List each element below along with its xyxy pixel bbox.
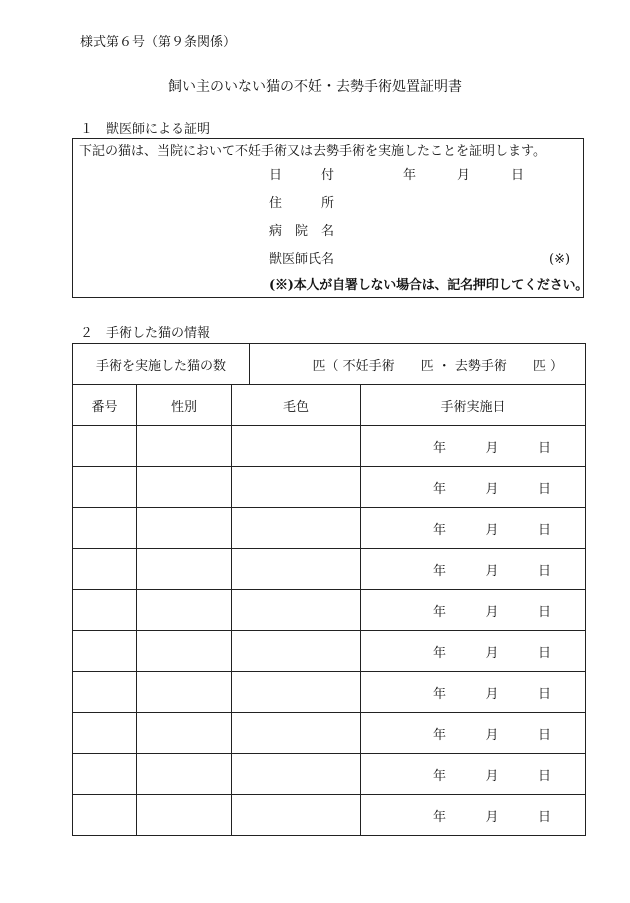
cell-coat-color[interactable] bbox=[232, 754, 361, 795]
cell-surgery-date[interactable] bbox=[361, 795, 586, 836]
month-unit: 月 bbox=[485, 604, 499, 620]
cell-sex[interactable] bbox=[137, 754, 232, 795]
hospital-label: 病 院 名 bbox=[269, 224, 335, 239]
month-unit: 月 bbox=[485, 645, 499, 661]
document-title: 飼い主のいない猫の不妊・去勢手術処置証明書 bbox=[168, 79, 462, 95]
month-unit: 月 bbox=[485, 522, 499, 538]
table-row bbox=[73, 795, 586, 836]
cell-sex[interactable] bbox=[137, 713, 232, 754]
self-sign-note: (※)本人が自署しない場合は、記名押印してください。 bbox=[269, 278, 589, 293]
cell-coat-color[interactable] bbox=[232, 795, 361, 836]
year-unit: 年 bbox=[433, 727, 447, 743]
year-unit: 年 bbox=[433, 768, 447, 784]
cat-count-row bbox=[73, 344, 586, 385]
cell-coat-color[interactable] bbox=[232, 467, 361, 508]
cell-sex[interactable] bbox=[137, 795, 232, 836]
table-row bbox=[73, 467, 586, 508]
cell-sex[interactable] bbox=[137, 631, 232, 672]
cell-number[interactable] bbox=[73, 508, 137, 549]
year-unit: 年 bbox=[433, 645, 447, 661]
cell-surgery-date[interactable] bbox=[361, 754, 586, 795]
cell-surgery-date[interactable] bbox=[361, 508, 586, 549]
cell-coat-color[interactable] bbox=[232, 672, 361, 713]
cell-coat-color[interactable] bbox=[232, 426, 361, 467]
month-unit: 月 bbox=[485, 440, 499, 456]
year-unit: 年 bbox=[433, 604, 447, 620]
day-unit: 日 bbox=[537, 440, 551, 456]
section2-heading: ２ 手術した猫の情報 bbox=[80, 326, 211, 341]
month-unit: 月 bbox=[485, 686, 499, 702]
day-unit: 日 bbox=[537, 809, 551, 825]
month-unit: 月 bbox=[485, 481, 499, 497]
date-month-unit: 月 bbox=[457, 168, 471, 183]
cell-sex[interactable] bbox=[137, 590, 232, 631]
table-row bbox=[73, 426, 586, 467]
table-row bbox=[73, 508, 586, 549]
table-row bbox=[73, 549, 586, 590]
vet-name-label: 獣医師氏名 bbox=[269, 252, 335, 267]
month-unit: 月 bbox=[485, 563, 499, 579]
day-unit: 日 bbox=[537, 645, 551, 661]
year-unit: 年 bbox=[433, 522, 447, 538]
cat-count-value: 匹（ 不妊手術 匹 ・ 去勢手術 匹 ） bbox=[250, 344, 586, 385]
cell-sex[interactable] bbox=[137, 467, 232, 508]
year-unit: 年 bbox=[433, 809, 447, 825]
year-unit: 年 bbox=[433, 481, 447, 497]
day-unit: 日 bbox=[537, 563, 551, 579]
cell-number[interactable] bbox=[73, 549, 137, 590]
cell-coat-color[interactable] bbox=[232, 508, 361, 549]
year-unit: 年 bbox=[433, 686, 447, 702]
cell-number[interactable] bbox=[73, 754, 137, 795]
cat-info-table bbox=[72, 343, 586, 836]
month-unit: 月 bbox=[485, 727, 499, 743]
cell-surgery-date[interactable] bbox=[361, 590, 586, 631]
form-number: 様式第６号（第９条関係） bbox=[80, 35, 237, 50]
cell-coat-color[interactable] bbox=[232, 549, 361, 590]
cell-number[interactable] bbox=[73, 426, 137, 467]
address-label: 住 所 bbox=[269, 196, 335, 211]
cell-surgery-date[interactable] bbox=[361, 713, 586, 754]
seal-mark: (※) bbox=[549, 252, 571, 267]
cell-number[interactable] bbox=[73, 631, 137, 672]
month-unit: 月 bbox=[485, 768, 499, 784]
cat-count-label: 手術を実施した猫の数 bbox=[73, 344, 250, 385]
cell-sex[interactable] bbox=[137, 508, 232, 549]
cell-sex[interactable] bbox=[137, 549, 232, 590]
column-header-sex: 性別 bbox=[137, 385, 232, 426]
section1-heading: １ 獣医師による証明 bbox=[80, 122, 211, 137]
day-unit: 日 bbox=[537, 522, 551, 538]
cell-surgery-date[interactable] bbox=[361, 549, 586, 590]
column-header-row bbox=[73, 385, 586, 426]
year-unit: 年 bbox=[433, 440, 447, 456]
cell-number[interactable] bbox=[73, 795, 137, 836]
table-row bbox=[73, 631, 586, 672]
cell-coat-color[interactable] bbox=[232, 590, 361, 631]
cell-number[interactable] bbox=[73, 467, 137, 508]
cell-sex[interactable] bbox=[137, 672, 232, 713]
column-header-number: 番号 bbox=[73, 385, 137, 426]
day-unit: 日 bbox=[537, 481, 551, 497]
cell-number[interactable] bbox=[73, 590, 137, 631]
month-unit: 月 bbox=[485, 809, 499, 825]
cell-surgery-date[interactable] bbox=[361, 631, 586, 672]
table-row bbox=[73, 713, 586, 754]
column-header-surgery-date: 手術実施日 bbox=[361, 385, 586, 426]
column-header-coat-color: 毛色 bbox=[232, 385, 361, 426]
day-unit: 日 bbox=[537, 768, 551, 784]
table-row bbox=[73, 672, 586, 713]
cell-sex[interactable] bbox=[137, 426, 232, 467]
year-unit: 年 bbox=[433, 563, 447, 579]
cell-surgery-date[interactable] bbox=[361, 426, 586, 467]
day-unit: 日 bbox=[537, 727, 551, 743]
cell-surgery-date[interactable] bbox=[361, 672, 586, 713]
cell-coat-color[interactable] bbox=[232, 631, 361, 672]
day-unit: 日 bbox=[537, 604, 551, 620]
vet-certification-box bbox=[72, 138, 589, 298]
table-row bbox=[73, 754, 586, 795]
cell-number[interactable] bbox=[73, 672, 137, 713]
cell-coat-color[interactable] bbox=[232, 713, 361, 754]
day-unit: 日 bbox=[537, 686, 551, 702]
date-day-unit: 日 bbox=[511, 168, 525, 183]
cell-surgery-date[interactable] bbox=[361, 467, 586, 508]
certification-statement: 下記の猫は、当院において不妊手術又は去勢手術を実施したことを証明します。 bbox=[79, 144, 546, 159]
date-label: 日 付 bbox=[269, 168, 335, 183]
date-year-unit: 年 bbox=[403, 168, 417, 183]
cell-number[interactable] bbox=[73, 713, 137, 754]
table-row bbox=[73, 590, 586, 631]
